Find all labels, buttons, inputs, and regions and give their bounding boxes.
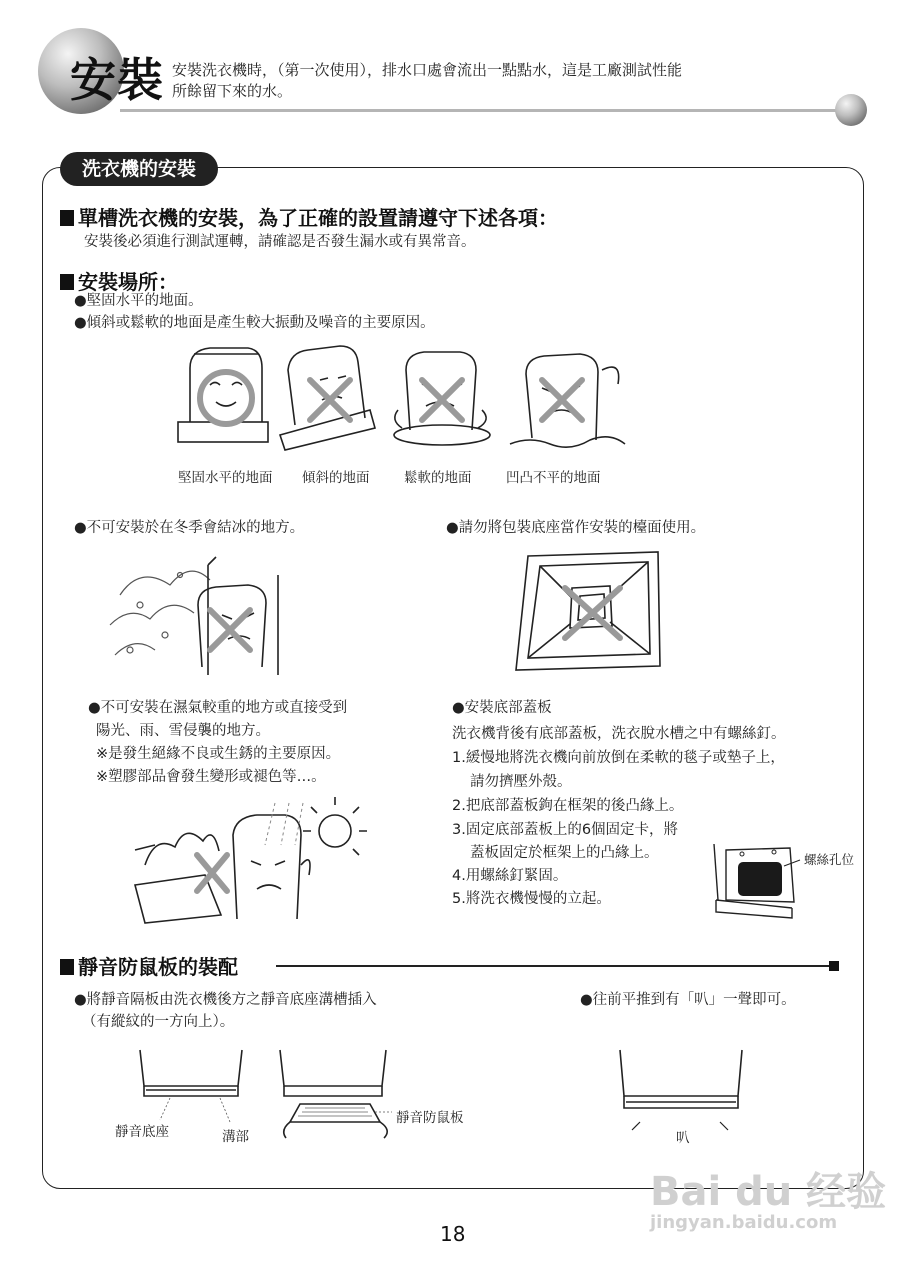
header-line-2: 所餘留下來的水。	[172, 82, 293, 100]
label-groove: 溝部	[222, 1129, 249, 1145]
label-silent-base: 靜音底座	[115, 1124, 169, 1140]
header-intro	[172, 60, 682, 102]
watermark-url: jingyan.baidu.com	[650, 1212, 838, 1233]
caption-uneven-floor: 凹凸不平的地面	[506, 470, 601, 486]
single-tub-note: 安裝後必須進行測試運轉，請確認是否發生漏水或有異常音。	[84, 234, 476, 250]
bottom-cover-intro: 洗衣機背後有底部蓋板，洗衣脫水槽之中有螺絲釘。	[452, 726, 786, 742]
watermark-brand: Bai du 经验	[650, 1169, 887, 1215]
bottom-cover-step-3a: 3.固定底部蓋板上的6個固定卡，將	[452, 822, 679, 838]
mouse-guard-step-1-illustration	[130, 1050, 400, 1140]
caption-slanted-floor: 傾斜的地面	[302, 470, 370, 486]
mouse-guard-instruction-1: ●將靜音隔板由洗衣機後方之靜音底座溝槽插入	[74, 992, 377, 1008]
mouse-guard-instruction-2: （有縱紋的一方向上）。	[82, 1014, 235, 1030]
mouse-guard-heading: 靜音防鼠板的裝配	[60, 951, 238, 980]
humid-line-1: ●不可安裝在濕氣較重的地方或直接受到	[88, 700, 348, 716]
bottom-cover-title: ●安裝底部蓋板	[452, 700, 552, 716]
humid-note-2: ※塑膠部品會發生變形或褪色等…。	[96, 769, 326, 785]
label-click-sound: 叭	[676, 1130, 690, 1146]
humid-line-2: 陽光、雨、雪侵襲的地方。	[96, 723, 270, 739]
heading-square-icon	[60, 210, 74, 226]
section-divider	[276, 965, 832, 967]
header-line-1: 安裝洗衣機時，（第一次使用），排水口處會流出一點點水，這是工廠測試性能	[172, 61, 683, 79]
single-tub-heading: 單槽洗衣機的安裝，為了正確的設置請遵守下述各項：	[60, 202, 558, 231]
humid-note-1: ※是發生絕緣不良或生銹的主要原因。	[96, 746, 341, 762]
caption-soft-floor: 鬆軟的地面	[404, 470, 472, 486]
bottom-cover-step-1a: 1.緩慢地將洗衣機向前放倒在柔軟的毯子或墊子上，	[452, 750, 785, 766]
bottom-cover-step-2: 2.把底部蓋板鉤在框架的後凸緣上。	[452, 798, 684, 814]
label-mouse-guard-board: 靜音防鼠板	[396, 1110, 464, 1126]
page-title: 安裝	[70, 53, 164, 107]
packing-base-illustration	[510, 548, 670, 673]
location-bullet-1: ●堅固水平的地面。	[74, 293, 203, 309]
floor-types-illustration	[170, 340, 640, 460]
mouse-guard-instruction-3: ●往前平推到有「叭」一聲即可。	[580, 992, 796, 1008]
bottom-cover-step-4: 4.用螺絲釘緊固。	[452, 868, 568, 884]
page-number: 18	[440, 1222, 466, 1246]
header-ball-small	[835, 94, 867, 126]
heading-square-icon	[60, 274, 74, 290]
bottom-cover-step-1b: 請勿擠壓外殼。	[470, 774, 572, 790]
bottom-cover-step-3b: 蓋板固定於框架上的凸緣上。	[470, 845, 659, 861]
base-warning: ●請勿將包裝底座當作安裝的檯面使用。	[446, 520, 706, 536]
header-rule	[120, 109, 840, 112]
screw-hole-label: 螺絲孔位	[804, 852, 855, 867]
humid-sunlight-illustration	[125, 795, 365, 930]
section-tab: 洗衣機的安裝	[60, 152, 218, 186]
location-heading: 安裝場所：	[60, 266, 178, 295]
location-bullet-2: ●傾斜或鬆軟的地面是產生較大振動及噪音的主要原因。	[74, 315, 435, 331]
heading-square-icon	[60, 959, 74, 975]
bottom-cover-step-5: 5.將洗衣機慢慢的立起。	[452, 891, 611, 907]
freeze-warning: ●不可安裝於在冬季會結冰的地方。	[74, 520, 305, 536]
caption-solid-floor: 堅固水平的地面	[178, 470, 273, 486]
bottom-cover-illustration	[712, 840, 807, 920]
freezing-location-illustration	[110, 555, 290, 685]
divider-end-square	[829, 961, 839, 971]
